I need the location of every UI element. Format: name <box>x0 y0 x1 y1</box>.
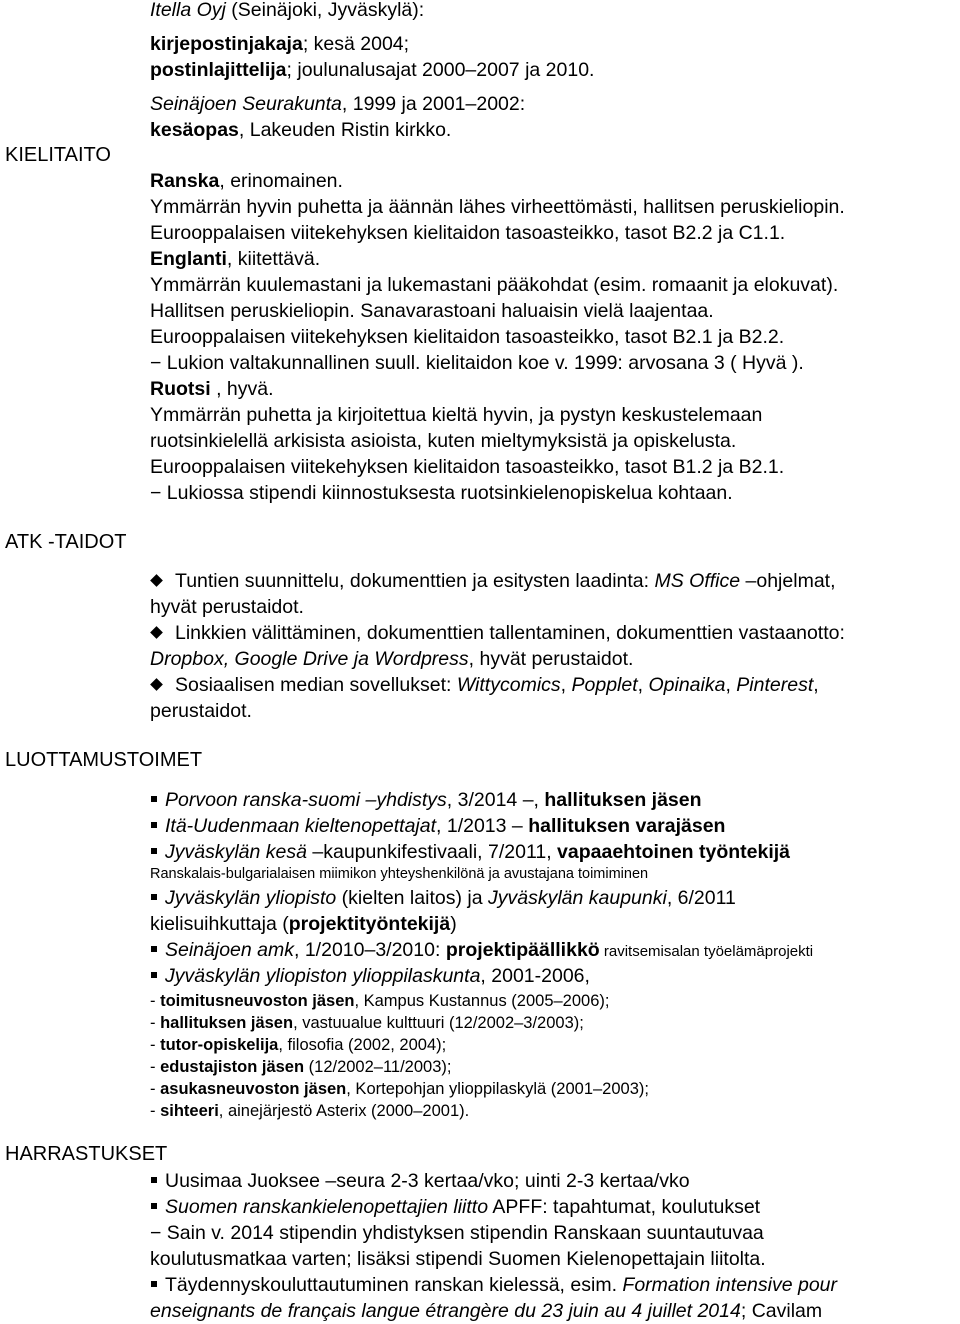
sub-list-item: - edustajiston jäsen (12/2002–11/2003); <box>150 1058 452 1076</box>
sub-list-item: - hallituksen jäsen, vastuualue kulttuuri (12/2002–3/2003); <box>150 1014 584 1032</box>
section-heading-kielitaito: KIELITAITO <box>5 144 111 166</box>
language-ruotsi: Ruotsi , hyvä. <box>150 378 274 400</box>
list-item: Suomen ranskankielenopettajien liitto APFF: tapahtumat, koulutukset <box>150 1194 760 1220</box>
language-englanti-line: Hallitsen peruskieliopin. Sanavarastoani haluaisin vielä laajentaa. <box>150 300 714 322</box>
work-itella: Itella Oyj (Seinäjoki, Jyväskylä): <box>150 0 425 21</box>
language-ruotsi-line: Ymmärrän puhetta ja kirjoitettua kieltä hyvin, ja pystyn keskustelemaan <box>150 404 763 426</box>
section-heading-atk: ATK -TAIDOT <box>5 531 127 553</box>
language-englanti-line: Eurooppalaisen viitekehyksen kielitaidon tasoasteikko, tasot B2.1 ja B2.2. <box>150 326 785 348</box>
list-item-cont: koulutusmatkaa varten; lisäksi stipendi Suomen Kielenopettajain liitolta. <box>150 1248 766 1270</box>
sub-list-item: - asukasneuvoston jäsen, Kortepohjan ylioppilaskylä (2001–2003); <box>150 1080 649 1098</box>
square-bullet-icon <box>151 894 157 900</box>
section-heading-luottamustoimet: LUOTTAMUSTOIMET <box>5 749 203 771</box>
diamond-bullet-icon <box>150 626 163 639</box>
language-ruotsi-line: ruotsinkielellä arkisista asioista, kuten mieltymyksistä ja opiskelusta. <box>150 430 737 452</box>
list-item-note: Ranskalais-bulgarialaisen miimikon yhteyshenkilönä ja avustajana toimiminen <box>150 866 649 882</box>
language-ranska: Ranska, erinomainen. <box>150 170 343 192</box>
section-heading-harrastukset: HARRASTUKSET <box>5 1143 168 1165</box>
list-item: Porvoon ranska-suomi –yhdistys, 3/2014 –, hallituksen jäsen <box>150 787 702 813</box>
language-ranska-line: Ymmärrän hyvin puhetta ja äännän lähes virheettömästi, hallitsen peruskieliopin. <box>150 196 845 218</box>
list-item: Sosiaalisen median sovellukset: Wittycomics, Popplet, Opinaika, Pinterest, <box>150 672 819 698</box>
list-item-cont: perustaidot. <box>150 700 252 722</box>
work-role-lajittelija: postinlajittelija; joulunalusajat 2000–2007 ja 2010. <box>150 59 595 81</box>
list-item: Seinäjoen amk, 1/2010–3/2010: projektipäällikkö ravitsemisalan työelämäprojekti <box>150 937 813 965</box>
list-item-cont: kielisuihkuttaja (projektityöntekijä) <box>150 913 457 935</box>
list-item: Linkkien välittäminen, dokumenttien tallentaminen, dokumenttien vastaanotto: <box>150 620 845 646</box>
language-ruotsi-line: Eurooppalaisen viitekehyksen kielitaidon tasoasteikko, tasot B1.2 ja B2.1. <box>150 456 785 478</box>
language-ruotsi-line: − Lukiossa stipendi kiinnostuksesta ruotsinkielenopiskelua kohtaan. <box>150 482 733 504</box>
list-item: − Sain v. 2014 stipendin yhdistyksen stipendin Ranskaan suuntautuvaa <box>150 1222 764 1244</box>
list-item: Täydennyskouluttautuminen ranskan kielessä, esim. Formation intensive pour <box>150 1272 837 1298</box>
square-bullet-icon <box>151 972 157 978</box>
list-item: Itä-Uudenmaan kieltenopettajat, 1/2013 – hallituksen varajäsen <box>150 813 725 839</box>
language-englanti-line: Ymmärrän kuulemastani ja lukemastani pääkohdat (esim. romaanit ja elokuvat). <box>150 274 839 296</box>
list-item: Jyväskylän yliopisto (kielten laitos) ja Jyväskylän kaupunki, 6/2011 <box>150 885 736 911</box>
square-bullet-icon <box>151 1281 157 1287</box>
language-englanti-line: − Lukion valtakunnallinen suull. kielitaidon koe v. 1999: arvosana 3 ( Hyvä ). <box>150 352 804 374</box>
list-item-cont: enseignants de français langue étrangère du 23 juin au 4 juillet 2014; Cavilam <box>150 1300 823 1322</box>
square-bullet-icon <box>151 1177 157 1183</box>
work-role-jakaja: kirjepostinjakaja; kesä 2004; <box>150 33 410 55</box>
list-item: Tuntien suunnittelu, dokumenttien ja esitysten laadinta: MS Office –ohjelmat, <box>150 568 836 594</box>
diamond-bullet-icon <box>150 574 163 587</box>
square-bullet-icon <box>151 946 157 952</box>
work-role-kesaopas: kesäopas, Lakeuden Ristin kirkko. <box>150 119 452 141</box>
language-ranska-line: Eurooppalaisen viitekehyksen kielitaidon tasoasteikko, tasot B2.2 ja C1.1. <box>150 222 786 244</box>
list-item-cont: Dropbox, Google Drive ja Wordpress, hyvät perustaidot. <box>150 648 634 670</box>
square-bullet-icon <box>151 796 157 802</box>
list-item-cont: hyvät perustaidot. <box>150 596 304 618</box>
diamond-bullet-icon <box>150 678 163 691</box>
list-item: Jyväskylän kesä –kaupunkifestivaali, 7/2011, vapaaehtoinen työntekijä <box>150 839 790 865</box>
sub-list-item: - toimitusneuvoston jäsen, Kampus Kustannus (2005–2006); <box>150 992 610 1010</box>
list-item: Jyväskylän yliopiston ylioppilaskunta, 2001-2006, <box>150 963 590 989</box>
language-englanti: Englanti, kiitettävä. <box>150 248 321 270</box>
square-bullet-icon <box>151 822 157 828</box>
work-church: Seinäjoen Seurakunta, 1999 ja 2001–2002: <box>150 93 526 115</box>
square-bullet-icon <box>151 848 157 854</box>
sub-list-item: - sihteeri, ainejärjestö Asterix (2000–2001). <box>150 1102 470 1120</box>
list-item: Uusimaa Juoksee –seura 2-3 kertaa/vko; uinti 2-3 kertaa/vko <box>150 1168 690 1194</box>
sub-list-item: - tutor-opiskelija, filosofia (2002, 2004); <box>150 1036 447 1054</box>
square-bullet-icon <box>151 1203 157 1209</box>
